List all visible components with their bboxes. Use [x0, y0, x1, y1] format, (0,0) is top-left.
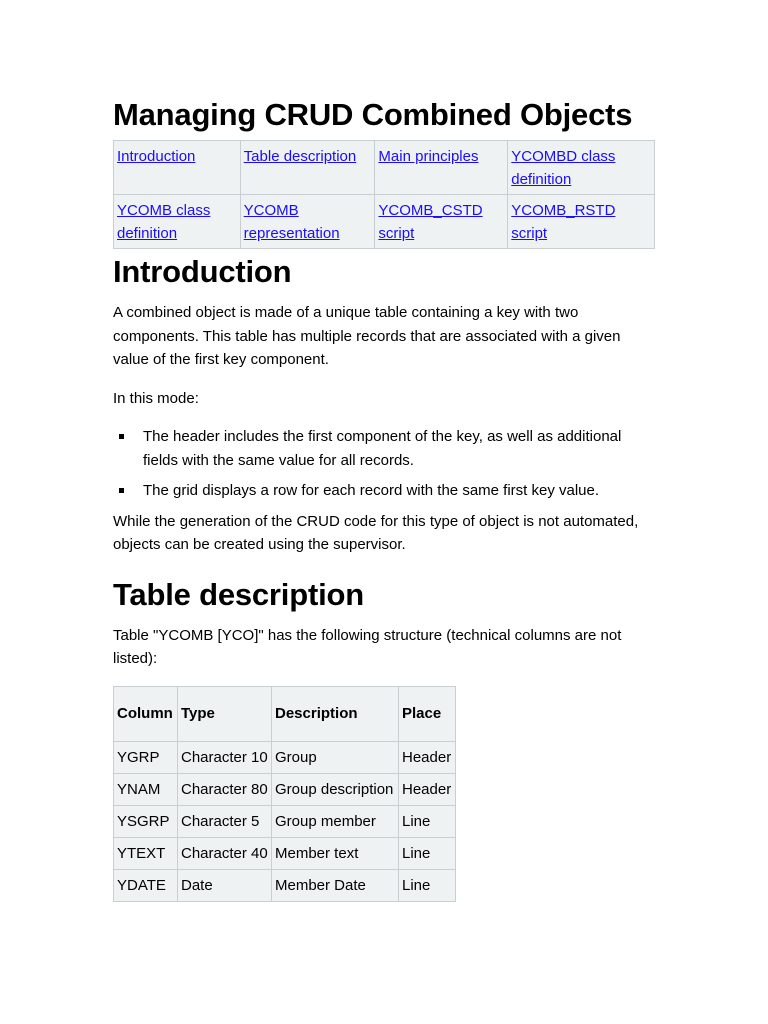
- toc-link-ycomb-class-definition[interactable]: YCOMB class definition: [117, 202, 211, 242]
- toc-table: [113, 140, 655, 249]
- bullet-icon: [119, 488, 124, 493]
- mode-paragraph: In this mode:: [113, 389, 199, 407]
- page-title: Managing CRUD Combined Objects: [113, 97, 633, 132]
- table-cell: Line: [399, 805, 456, 837]
- table-row: [114, 773, 456, 805]
- toc-cell: [240, 195, 375, 249]
- list-item-text: The grid displays a row for each record with the same first key value.: [143, 482, 600, 499]
- table-cell: Header: [399, 773, 456, 805]
- table-cell: Header: [399, 741, 456, 773]
- toc-link-introduction[interactable]: Introduction: [117, 148, 196, 165]
- introduction-heading: Introduction: [113, 254, 292, 289]
- table-cell: Member text: [272, 837, 399, 869]
- toc-link-table-description[interactable]: Table description: [243, 148, 357, 165]
- column-header: Description: [272, 686, 399, 741]
- toc-cell: [240, 141, 375, 195]
- list-item: [113, 479, 658, 503]
- toc-link-ycombd-class-definition[interactable]: YCOMBD class definition: [511, 148, 616, 188]
- table-description-paragraph: Table "YCOMB [YCO]" has the following structure (technical columns are not listed):: [113, 626, 622, 667]
- table-cell: Member Date: [272, 869, 399, 901]
- introduction-paragraph: A combined object is made of a unique table containing a key with two components. This table has multiple records that are associated with a given value of the first key component.: [113, 304, 621, 368]
- table-cell: Character 40: [178, 837, 272, 869]
- toc-row: [114, 195, 655, 249]
- table-row: [114, 741, 456, 773]
- column-header: Place: [399, 686, 456, 741]
- toc-cell: [114, 141, 241, 195]
- table-cell: Group member: [272, 805, 399, 837]
- table-cell: Group: [272, 741, 399, 773]
- table-cell: Character 10: [178, 741, 272, 773]
- toc-link-ycomb-cstd-script[interactable]: YCOMB_CSTD script: [378, 202, 483, 242]
- toc-cell: [114, 195, 241, 249]
- toc-cell: [375, 195, 508, 249]
- toc-link-ycomb-rstd-script[interactable]: YCOMB_RSTD script: [511, 202, 616, 242]
- toc-link-main-principles[interactable]: Main principles: [378, 148, 479, 165]
- table-row: [114, 805, 456, 837]
- table-cell: Character 5: [178, 805, 272, 837]
- bullet-icon: [119, 434, 124, 439]
- column-header: Column: [114, 686, 178, 741]
- table-row: [114, 837, 456, 869]
- toc-row: [114, 141, 655, 195]
- table-cell: YDATE: [114, 869, 178, 901]
- mode-bullet-list: [113, 425, 658, 503]
- table-row: [114, 869, 456, 901]
- crud-generation-paragraph: While the generation of the CRUD code for this type of object is not automated, objects can be created using the supervisor.: [113, 512, 639, 553]
- list-item-text: The header includes the first component of the key, as well as additional fields with the same value for all records.: [143, 428, 622, 469]
- structure-table: [113, 686, 456, 902]
- table-description-heading: Table description: [113, 576, 364, 612]
- toc-cell: [375, 141, 508, 195]
- table-cell: Group description: [272, 773, 399, 805]
- table-cell: Line: [399, 837, 456, 869]
- column-header: Type: [178, 686, 272, 741]
- list-item: [113, 425, 658, 472]
- table-cell: YTEXT: [114, 837, 178, 869]
- toc-cell: [508, 141, 655, 195]
- table-cell: YNAM: [114, 773, 178, 805]
- toc-cell: [508, 195, 655, 249]
- table-cell: YGRP: [114, 741, 178, 773]
- table-cell: Character 80: [178, 773, 272, 805]
- table-cell: Line: [399, 869, 456, 901]
- table-cell: YSGRP: [114, 805, 178, 837]
- document-page: [113, 96, 658, 902]
- table-cell: Date: [178, 869, 272, 901]
- table-header-row: [114, 686, 456, 741]
- toc-link-ycomb-representation[interactable]: YCOMB representation: [243, 202, 340, 242]
